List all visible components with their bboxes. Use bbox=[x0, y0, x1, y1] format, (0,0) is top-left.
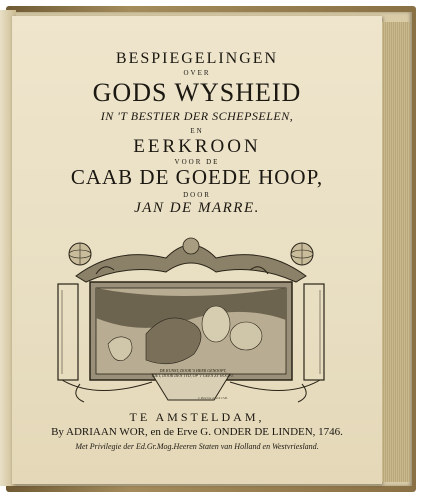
title-line-9: DOOR bbox=[183, 191, 211, 199]
vignette-caption-line-1: DE KUNST, DOOR 'S HEER GENOOPT, bbox=[159, 368, 227, 373]
author-line: JAN DE MARRE. bbox=[134, 200, 260, 216]
title-line-1: BESPIEGELINGEN bbox=[115, 50, 279, 67]
title-line-8: CAAB DE GOEDE HOOP, bbox=[70, 165, 324, 189]
title-line-4: IN 'T BESTIER DER SCHEPSELEN, bbox=[100, 109, 294, 123]
imprint-place: TE AMSTELDAM, bbox=[129, 410, 265, 424]
engraver-credit: J. Punt inv. et fecit 1746. bbox=[198, 396, 228, 400]
title-line-6: EERKROON bbox=[133, 136, 261, 157]
title-line-2: OVER bbox=[183, 69, 211, 77]
title-line-3: GODS WYSHEID bbox=[92, 78, 302, 107]
title-line-7: VOOR DE bbox=[174, 158, 220, 166]
vignette-caption-line-2: ZIET, DOOR DEN TYD, OP 'T GEEN ZY HOOPT. bbox=[152, 373, 234, 378]
engraved-vignette bbox=[56, 224, 326, 406]
imprint-publisher: By ADRIAAN WOR, en de Erve G. ONDER DE LINDEN, 1746. bbox=[51, 426, 343, 438]
privilege-line: Met Privilegie der Ed.Gr.Mog.Heeren Staten van Holland en Westvriesland. bbox=[75, 442, 319, 451]
title-line-5: EN bbox=[190, 127, 204, 135]
vignette-caption bbox=[131, 368, 255, 378]
title-page bbox=[12, 16, 382, 484]
